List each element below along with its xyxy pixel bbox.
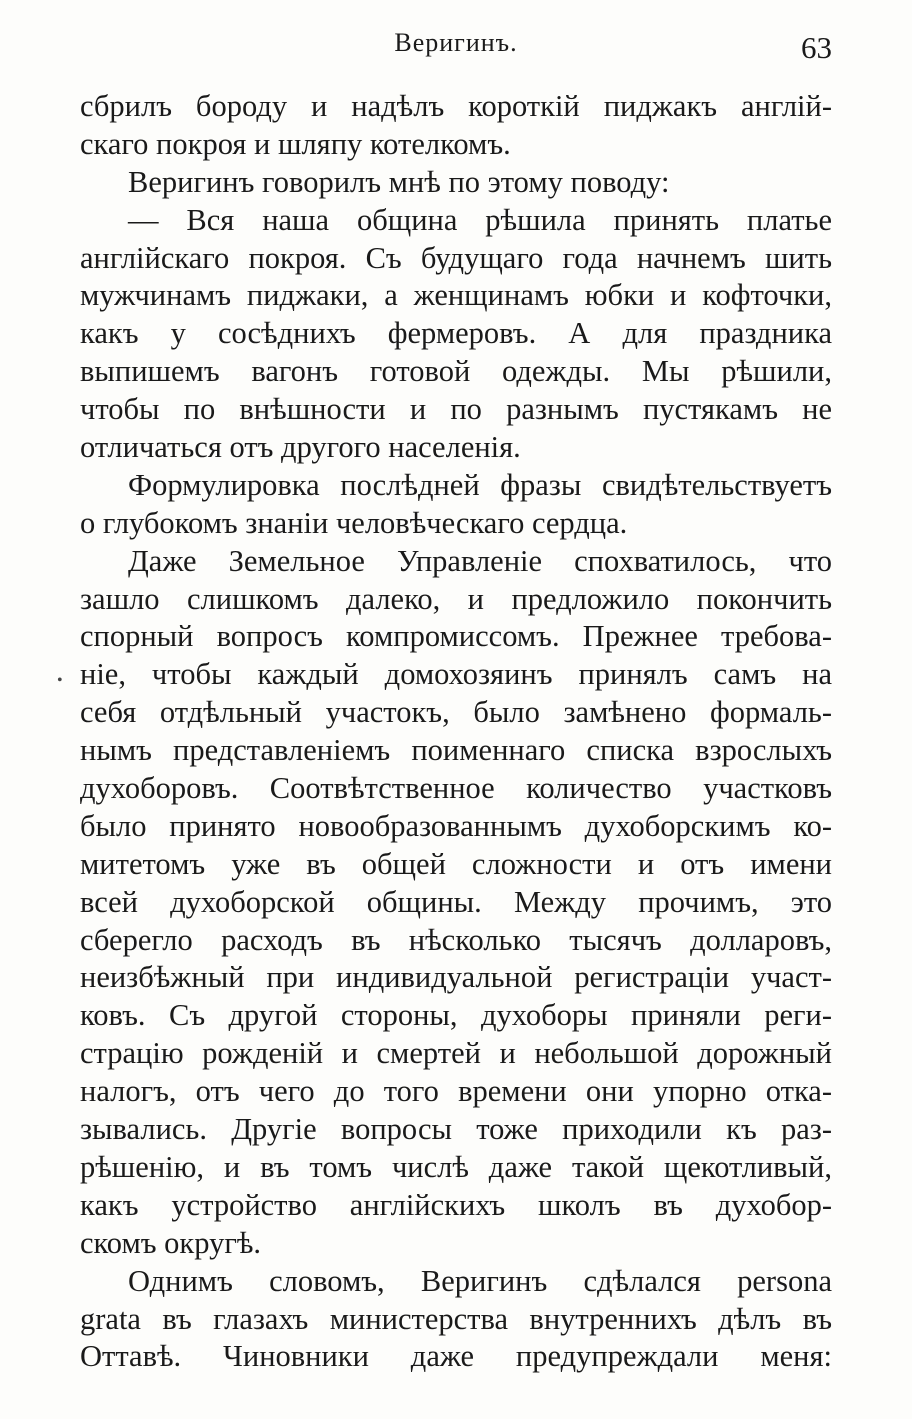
text-line: какъ у сосѣднихъ фермеровъ. А для праздника	[80, 316, 832, 351]
text-line: скомъ округѣ.	[80, 1225, 262, 1260]
paragraph	[80, 164, 832, 202]
text-line: grata въ глазахъ министерства внутреннихъ дѣлъ въ	[80, 1301, 832, 1336]
text-line: отличаться отъ другого населенія.	[80, 430, 521, 465]
stray-ink-mark: •	[57, 672, 63, 689]
text-line: Веригинъ говорилъ мнѣ по этому поводу:	[128, 164, 670, 199]
text-line: Оттавѣ. Чиновники даже предупреждали меня:	[80, 1339, 832, 1374]
text-line: себя отдѣльный участокъ, было замѣнено формаль-	[80, 695, 832, 730]
text-line: страцію рожденій и смертей и небольшой дорожный	[80, 1036, 832, 1071]
text-line: чтобы по внѣшности и по разнымъ пустякамъ не	[80, 392, 832, 427]
running-head	[80, 22, 832, 66]
text-line: рѣшенію, и въ томъ числѣ даже такой щекотливый,	[80, 1149, 832, 1184]
text-line: о глубокомъ знаніи человѣческаго сердца.	[80, 505, 628, 540]
text-line: — Вся наша община рѣшила принять платье	[128, 202, 832, 237]
text-line: нымъ представленіемъ поименнаго списка взрослыхъ	[80, 733, 832, 768]
text-line: всей духоборской общины. Между прочимъ, это	[80, 884, 832, 919]
text-line: сбрилъ бороду и надѣлъ короткій пиджакъ англій-	[80, 89, 832, 123]
paragraph-quote	[80, 202, 832, 467]
text-line: было принято новообразованнымъ духоборскимъ ко-	[80, 808, 832, 843]
text-line: выпишемъ вагонъ готовой одежды. Мы рѣшили,	[80, 354, 832, 389]
paragraph	[80, 467, 832, 543]
running-title: Веригинъ.	[394, 28, 518, 57]
text-line: зывались. Другіе вопросы тоже приходили къ раз-	[80, 1112, 832, 1147]
body-text	[80, 88, 832, 1376]
text-line: сберегло расходъ въ нѣсколько тысячъ долларовъ,	[80, 922, 832, 957]
paragraph	[80, 543, 832, 1263]
text-line: ніе, чтобы каждый домохозяинъ принялъ самъ на	[80, 657, 832, 692]
text-line: неизбѣжный при индивидуальной регистраціи участ-	[80, 960, 832, 995]
text-line: англійскаго покроя. Съ будущаго года начнемъ шить	[80, 240, 832, 275]
page-number: 63	[801, 30, 832, 65]
text-line: зашло слишкомъ далеко, и предложило покончить	[80, 581, 832, 616]
text-line: Формулировка послѣдней фразы свидѣтельствуетъ	[128, 467, 832, 502]
text-line: налогъ, отъ чего до того времени они упорно отка-	[80, 1074, 832, 1109]
text-line: ковъ. Съ другой стороны, духоборы приняли реги-	[80, 998, 832, 1033]
paragraph-continuation	[80, 88, 832, 164]
text-line: спорный вопросъ компромиссомъ. Прежнее требова-	[80, 619, 832, 654]
text-line: мужчинамъ пиджаки, а женщинамъ юбки и кофточки,	[80, 278, 832, 313]
text-line: Однимъ словомъ, Веригинъ сдѣлался persona	[128, 1263, 832, 1298]
text-line: духоборовъ. Соотвѣтственное количество участковъ	[80, 771, 832, 806]
paragraph	[80, 1263, 832, 1377]
text-line: митетомъ уже въ общей сложности и отъ имени	[80, 846, 832, 881]
text-line: Даже Земельное Управленіе спохватилось, что	[128, 543, 832, 578]
text-line: какъ устройство англійскихъ школъ въ духобор-	[80, 1187, 832, 1222]
text-line: скаго покроя и шляпу котелкомъ.	[80, 126, 511, 161]
